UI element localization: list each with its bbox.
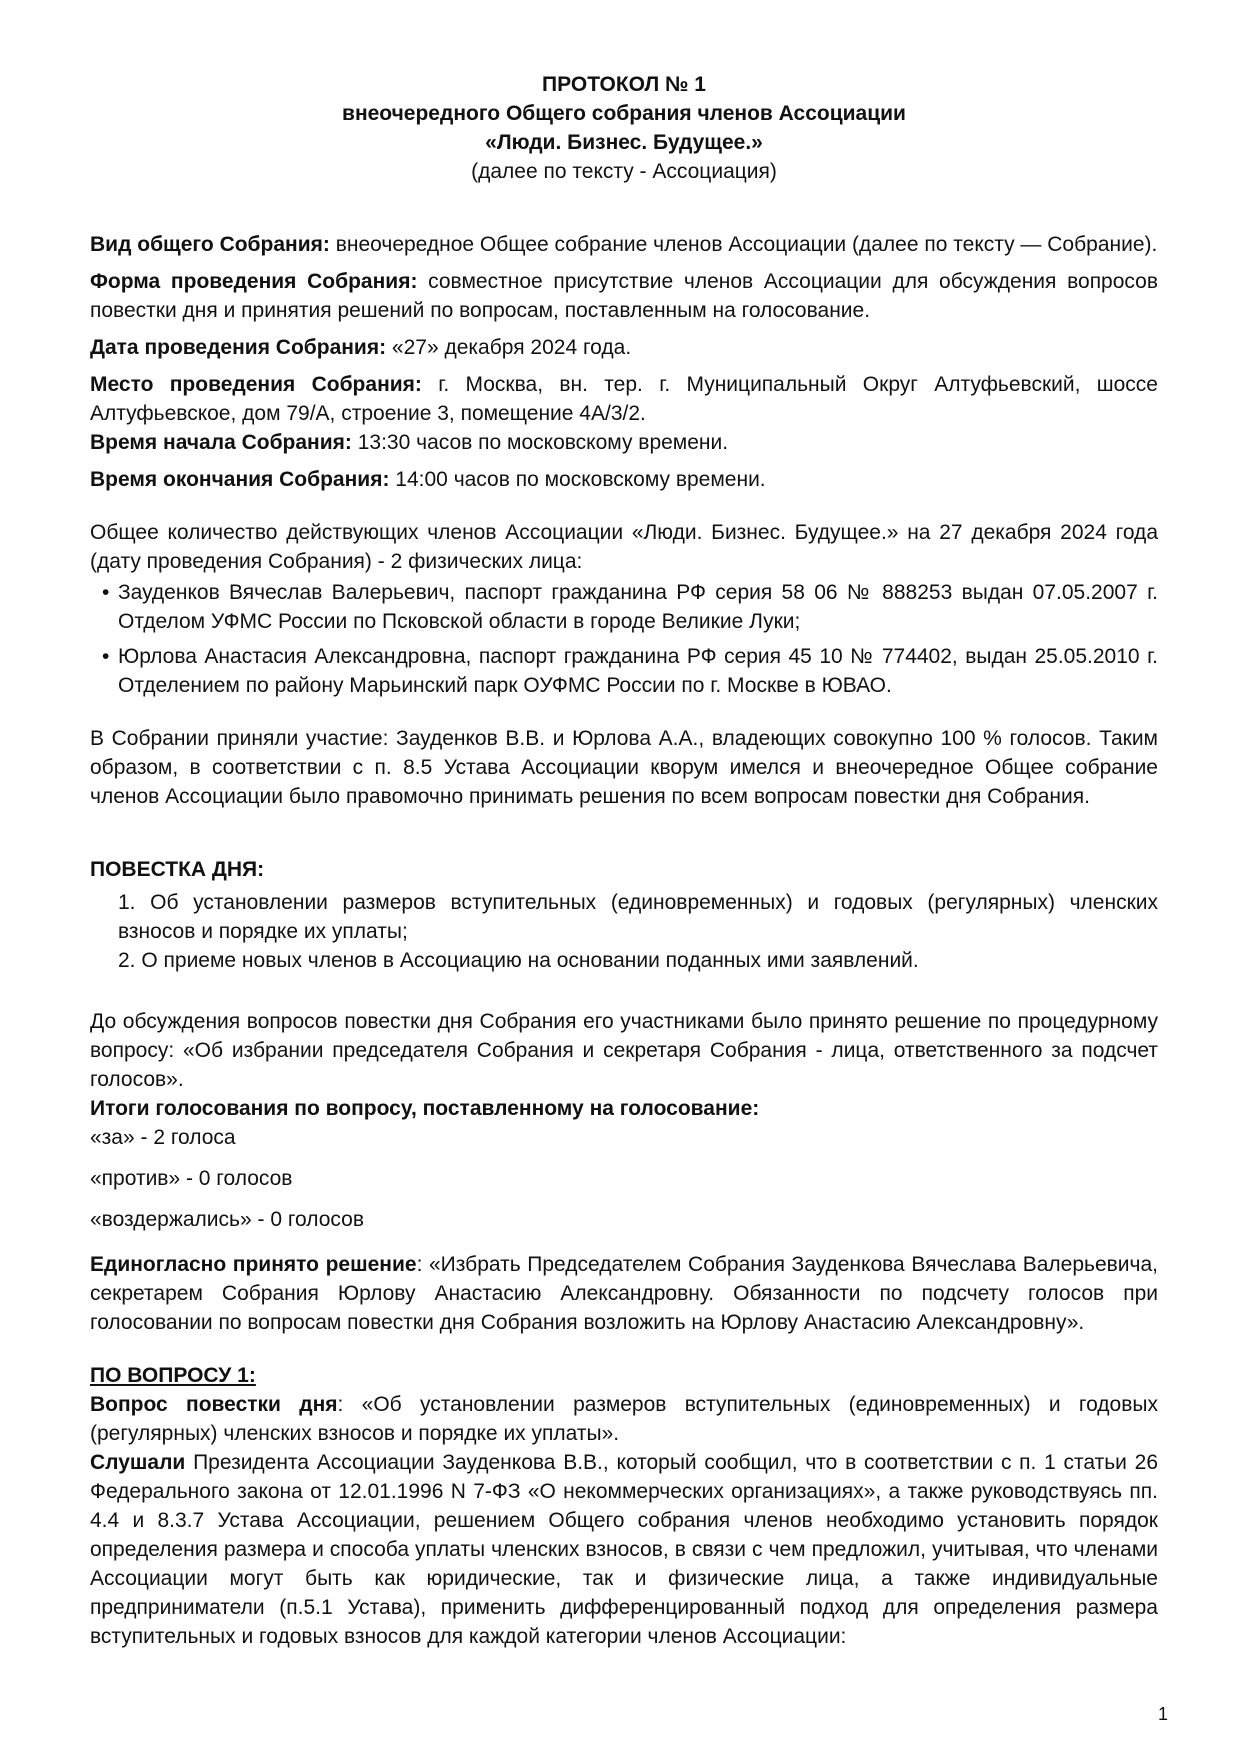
association-abbrev-note: (далее по тексту - Ассоциация) bbox=[471, 160, 777, 183]
meeting-form-value: совместное присутствие членов Ассоциации для обсуждения вопросов повестки дня и принятия решений по вопросам, поставленным на голосование. bbox=[90, 270, 1158, 322]
agenda-item-2: 2. О приеме новых членов в Ассоциацию на основании поданных ими заявлений. bbox=[118, 949, 919, 972]
decision-text: : «Избрать Председателем Собрания Зауденкова Вячеслава Валерьевича, секретарем Собрания Юрлову Анастасию Александровну. Обязанности по подсчету голосов при голосовании по вопросам повестки дня Собрания возложить на Юрлову Анастасию Александровну». bbox=[90, 1253, 1158, 1334]
meeting-end-time bbox=[90, 465, 1158, 494]
meeting-place-label: Место проведения Собрания: bbox=[90, 373, 422, 396]
meeting-start-label: Время начала Собрания: bbox=[90, 431, 352, 454]
question1-agenda-label: Вопрос повестки дня bbox=[90, 1393, 338, 1416]
meeting-kind-label: Вид общего Собрания: bbox=[90, 233, 330, 256]
voting-results-label: Итоги голосования по вопросу, поставленному на голосование: bbox=[90, 1097, 760, 1120]
association-name: «Люди. Бизнес. Будущее.» bbox=[485, 131, 763, 154]
list-item bbox=[90, 888, 1158, 946]
question1-heard-text: Президента Ассоциации Зауденкова В.В., который сообщил, что в соответствии с п. 1 статьи 26 Федерального закона от 12.01.1996 N 7-ФЗ «О некоммерческих организациях», а также руководствуясь пп. 4.4 и 8.3.7 Устава Ассоциации, решением Общего собрания членов необходимо установить порядок определения размера и способа уплаты членских взносов, в связи с чем предложил, учитывая, что членами Ассоциации могут быть как юридические, так и физические лица, а также индивидуальные предприниматели (п.5.1 Устава), применить дифференцированный подход для определения размера вступительных и годовых взносов для каждой категории членов Ассоциации: bbox=[90, 1451, 1158, 1648]
meeting-start-value: 13:30 часов по московскому времени. bbox=[351, 431, 729, 454]
procedural-paragraph: До обсуждения вопросов повестки дня Собрания его участниками было принято решение по процедурному вопросу: «Об избрании председателя Собрания и секретаря Собрания - лица, ответственного за подсчет голосов». bbox=[90, 1010, 1158, 1091]
decision-label: Единогласно принято решение bbox=[90, 1253, 417, 1276]
question1-agenda-text: : «Об установлении размеров вступительных (единовременных) и годовых (регулярных) членских взносов и порядке их уплаты». bbox=[90, 1393, 1158, 1445]
meeting-end-label: Время окончания Собрания: bbox=[90, 468, 390, 491]
meeting-start-time bbox=[90, 428, 1158, 457]
meeting-form bbox=[90, 267, 1158, 325]
protocol-title: ПРОТОКОЛ № 1 bbox=[542, 73, 706, 96]
document-content bbox=[90, 70, 1158, 1651]
question1-heard bbox=[90, 1448, 1158, 1651]
agenda-heading: ПОВЕСТКА ДНЯ: bbox=[90, 858, 265, 881]
meeting-form-label: Форма проведения Собрания: bbox=[90, 270, 418, 293]
agenda-list bbox=[90, 888, 1158, 975]
votes-against: «против» - 0 голосов bbox=[90, 1167, 293, 1190]
meeting-date-label: Дата проведения Собрания: bbox=[90, 336, 387, 359]
bullet-icon: • bbox=[102, 581, 110, 604]
votes-abstain: «воздержались» - 0 голосов bbox=[90, 1208, 364, 1231]
question1-agenda bbox=[90, 1390, 1158, 1448]
meeting-place bbox=[90, 370, 1158, 428]
question1-heading: ПО ВОПРОСУ 1: bbox=[90, 1364, 256, 1387]
list-item bbox=[90, 946, 1158, 975]
question1-heard-label: Слушали bbox=[90, 1451, 186, 1474]
protocol-subtitle: внеочередного Общего собрания членов Ассоциации bbox=[342, 102, 906, 125]
document-title-block bbox=[90, 70, 1158, 186]
quorum-paragraph: В Собрании приняли участие: Зауденков В.В. и Юрлова А.А., владеющих совокупно 100 % голосов. Таким образом, в соответствии с п. 8.5 Устава Ассоциации кворум имелся и внеочередное Общее собрание членов Ассоциации было правомочно принимать решения по всем вопросам повестки дня Собрания. bbox=[90, 727, 1158, 808]
list-item bbox=[90, 578, 1158, 636]
procedural-decision bbox=[90, 1250, 1158, 1337]
member-2: Юрлова Анастасия Александровна, паспорт гражданина РФ серия 45 10 № 774402, выдан 25.05.2010 г. Отделением по району Марьинский парк ОУФМС России по г. Москве в ЮВАО. bbox=[118, 645, 1158, 697]
meeting-kind bbox=[90, 230, 1158, 259]
member-1: Зауденков Вячеслав Валерьевич, паспорт гражданина РФ серия 58 06 № 888253 выдан 07.05.2007 г. Отделом УФМС России по Псковской области в городе Великие Луки; bbox=[118, 581, 1158, 633]
list-item bbox=[90, 642, 1158, 700]
votes-for: «за» - 2 голоса bbox=[90, 1126, 236, 1149]
meeting-date bbox=[90, 333, 1158, 362]
meeting-place-value: г. Москва, вн. тер. г. Муниципальный Округ Алтуфьевский, шоссе Алтуфьевское, дом 79/А, строение 3, помещение 4А/3/2. bbox=[90, 373, 1158, 425]
members-intro: Общее количество действующих членов Ассоциации «Люди. Бизнес. Будущее.» на 27 декабря 2024 года (дату проведения Собрания) - 2 физических лица: bbox=[90, 521, 1158, 573]
members-list bbox=[90, 578, 1158, 700]
agenda-item-1: 1. Об установлении размеров вступительных (единовременных) и годовых (регулярных) членских взносов и порядке их уплаты; bbox=[118, 891, 1158, 943]
page-number: 1 bbox=[1157, 1704, 1168, 1724]
meeting-kind-value: внеочередное Общее собрание членов Ассоциации (далее по тексту — Собрание). bbox=[329, 233, 1158, 256]
meeting-date-value: «27» декабря 2024 года. bbox=[386, 336, 632, 359]
bullet-icon: • bbox=[102, 645, 110, 668]
meeting-end-value: 14:00 часов по московскому времени. bbox=[389, 468, 766, 491]
